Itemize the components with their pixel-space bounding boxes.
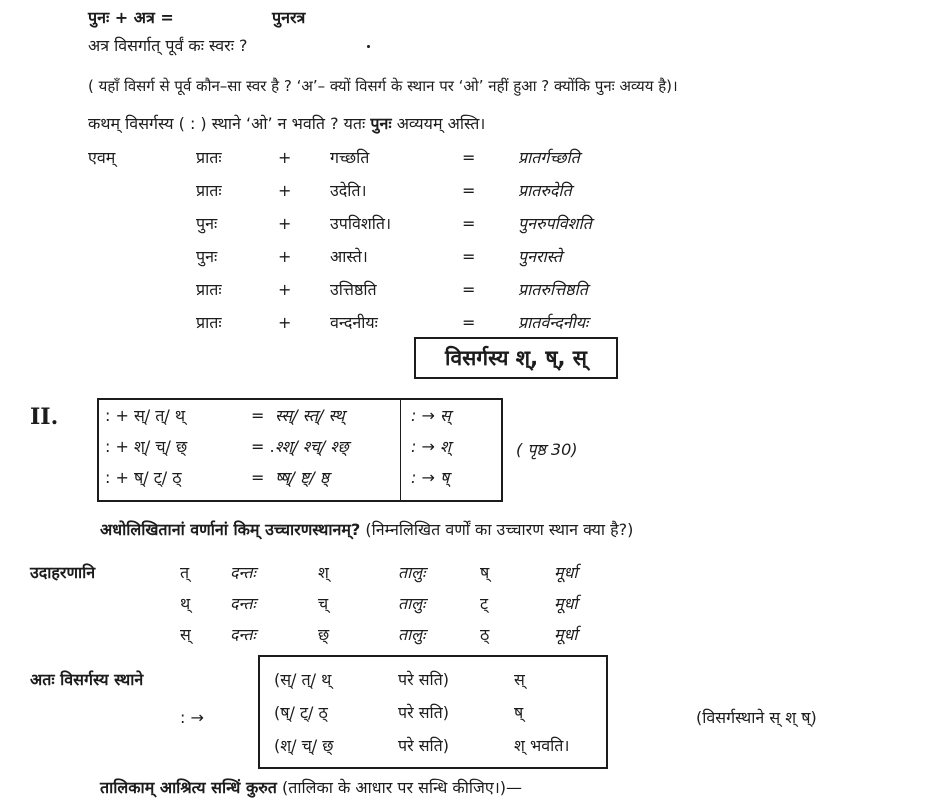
evam-operand-a: प्रातः bbox=[196, 181, 222, 200]
rule-lhs: : + ष्/ ट्/ ठ् bbox=[105, 468, 182, 487]
evam-equals: = bbox=[462, 148, 476, 167]
evam-result: प्रातर्वन्दनीयः bbox=[518, 313, 589, 332]
evam-operand-b: उदेति। bbox=[330, 181, 367, 200]
evam-operand-b: वन्दनीयः bbox=[330, 313, 378, 332]
example-place: दन्तः bbox=[230, 563, 256, 582]
rule-lhs: : + श्/ च्/ छ् bbox=[105, 437, 188, 456]
question-line bbox=[100, 520, 633, 540]
q3-part-b: पुनः bbox=[370, 114, 392, 133]
example-place: तालुः bbox=[398, 563, 426, 582]
rule-lhs: : + स्/ त्/ थ् bbox=[105, 406, 186, 425]
evam-result: पुनरास्ते bbox=[518, 247, 563, 266]
evam-plus: + bbox=[278, 181, 292, 200]
atah-set: (श्/ च्/ छ् bbox=[274, 736, 334, 755]
final-line bbox=[100, 778, 522, 798]
rule-equals: = bbox=[251, 406, 265, 425]
evam-operand-a: प्रातः bbox=[196, 280, 222, 299]
evam-equals: = bbox=[462, 313, 476, 332]
example-varna: ट् bbox=[480, 594, 489, 613]
atah-set: (स्/ त्/ थ् bbox=[274, 670, 332, 689]
example-varna: छ् bbox=[318, 625, 330, 644]
evam-equals: = bbox=[462, 280, 476, 299]
evam-operand-b: आस्ते। bbox=[330, 247, 368, 266]
atah-condition: परे सति) bbox=[398, 703, 450, 722]
examples-label: उदाहरणानि bbox=[30, 563, 96, 582]
example-place: मूर्धा bbox=[554, 625, 578, 644]
evam-operand-a: पुनः bbox=[196, 214, 218, 233]
evam-operand-b: उत्तिष्ठति bbox=[330, 280, 377, 299]
rule-table-box bbox=[97, 398, 503, 502]
example-place: मूर्धा bbox=[554, 563, 578, 582]
atah-label: अतः विसर्गस्य स्थाने bbox=[30, 670, 144, 689]
evam-plus: + bbox=[278, 148, 292, 167]
page-ref: ( पृष्ठ 30) bbox=[516, 440, 578, 459]
atah-result: श् भवति। bbox=[514, 736, 570, 755]
section-title-box bbox=[414, 337, 618, 379]
atah-condition: परे सति) bbox=[398, 670, 450, 689]
evam-result: प्रातरुदेति bbox=[518, 181, 572, 200]
atah-set: (ष्/ ट्/ ठ् bbox=[274, 703, 328, 722]
example-place: दन्तः bbox=[230, 594, 256, 613]
q3-part-a: कथम् विसर्गस्य ( : ) स्थाने ‘ओ’ न भवति ? यतः bbox=[88, 114, 366, 133]
example-varna: स् bbox=[180, 625, 191, 644]
stray-dot bbox=[367, 45, 370, 48]
question-normal: (निम्नलिखित वर्णों का उच्चारण स्थान क्या है?) bbox=[365, 520, 634, 539]
question-bold: अधोलिखितानां वर्णानां किम् उच्चारणस्थानम्? bbox=[100, 520, 361, 539]
example-varna: ष् bbox=[480, 563, 490, 582]
atah-result: ष् bbox=[514, 703, 524, 722]
rule-mapping: : → स् bbox=[411, 406, 451, 425]
evam-operand-b: गच्छति bbox=[330, 148, 370, 167]
rule-mapping: : → श् bbox=[411, 437, 451, 456]
evam-operand-a: पुनः bbox=[196, 247, 218, 266]
section-roman: II. bbox=[30, 404, 59, 430]
evam-equals: = bbox=[462, 247, 476, 266]
evam-operand-a: प्रातः bbox=[196, 313, 222, 332]
atah-arrow: : → bbox=[180, 708, 204, 727]
atah-result: स् bbox=[514, 670, 525, 689]
example-place: दन्तः bbox=[230, 625, 256, 644]
evam-operand-a: प्रातः bbox=[196, 148, 222, 167]
example-place: तालुः bbox=[398, 594, 426, 613]
evam-result: प्रातर्गच्छति bbox=[518, 148, 580, 167]
final-normal: (तालिका के आधार पर सन्धि कीजिए।)— bbox=[282, 778, 523, 797]
evam-plus: + bbox=[278, 280, 292, 299]
intro-question-3 bbox=[88, 114, 485, 134]
intro-head-left: पुनः + अत्र = bbox=[88, 8, 174, 27]
example-varna: ठ् bbox=[480, 625, 490, 644]
rule-equals: = . bbox=[251, 437, 275, 456]
example-varna: श् bbox=[318, 563, 329, 582]
evam-plus: + bbox=[278, 313, 292, 332]
atah-condition: परे सति) bbox=[398, 736, 450, 755]
atah-box bbox=[258, 655, 608, 769]
evam-plus: + bbox=[278, 247, 292, 266]
final-bold: तालिकाम् आश्रित्य सन्धिं कुरुत bbox=[100, 778, 277, 797]
intro-head-right: पुनरत्र bbox=[272, 8, 306, 27]
rule-equals: = bbox=[251, 468, 265, 487]
intro-question-1: अत्र विसर्गात् पूर्वं कः स्वरः ? bbox=[88, 36, 248, 55]
example-varna: च् bbox=[318, 594, 329, 613]
evam-result: पुनरुपविशति bbox=[518, 214, 592, 233]
example-place: मूर्धा bbox=[554, 594, 578, 613]
example-varna: त् bbox=[180, 563, 190, 582]
evam-equals: = bbox=[462, 181, 476, 200]
intro-question-2: ( यहाँ विसर्ग से पूर्व कौन–सा स्वर है ? ‘अ’– क्यों विसर्ग के स्थान पर ‘ओ’ नहीं हुआ ? क्योंकि पुनः अव्यय है)। bbox=[88, 77, 678, 95]
q3-part-c: अव्ययम् अस्ति। bbox=[396, 114, 486, 133]
rule-result: ष्ष्/ ष्ट्/ ष्ठ् bbox=[275, 468, 330, 487]
atah-side-note: (विसर्गस्थाने स् श् ष्) bbox=[696, 708, 817, 727]
evam-result: प्रातरुत्तिष्ठति bbox=[518, 280, 588, 299]
example-varna: थ् bbox=[180, 594, 191, 613]
evam-plus: + bbox=[278, 214, 292, 233]
example-place: तालुः bbox=[398, 625, 426, 644]
rule-mapping: : → ष् bbox=[411, 468, 450, 487]
rule-table-divider bbox=[400, 400, 401, 500]
evam-operand-b: उपविशति। bbox=[330, 214, 392, 233]
rule-result: स्स्/ स्त्/ स्थ् bbox=[275, 406, 345, 425]
evam-equals: = bbox=[462, 214, 476, 233]
evam-label: एवम् bbox=[88, 148, 116, 167]
rule-result: श्श्/ श्च्/ श्छ् bbox=[275, 437, 349, 456]
section-title: विसर्गस्य श्, ष्, स् bbox=[445, 346, 587, 370]
